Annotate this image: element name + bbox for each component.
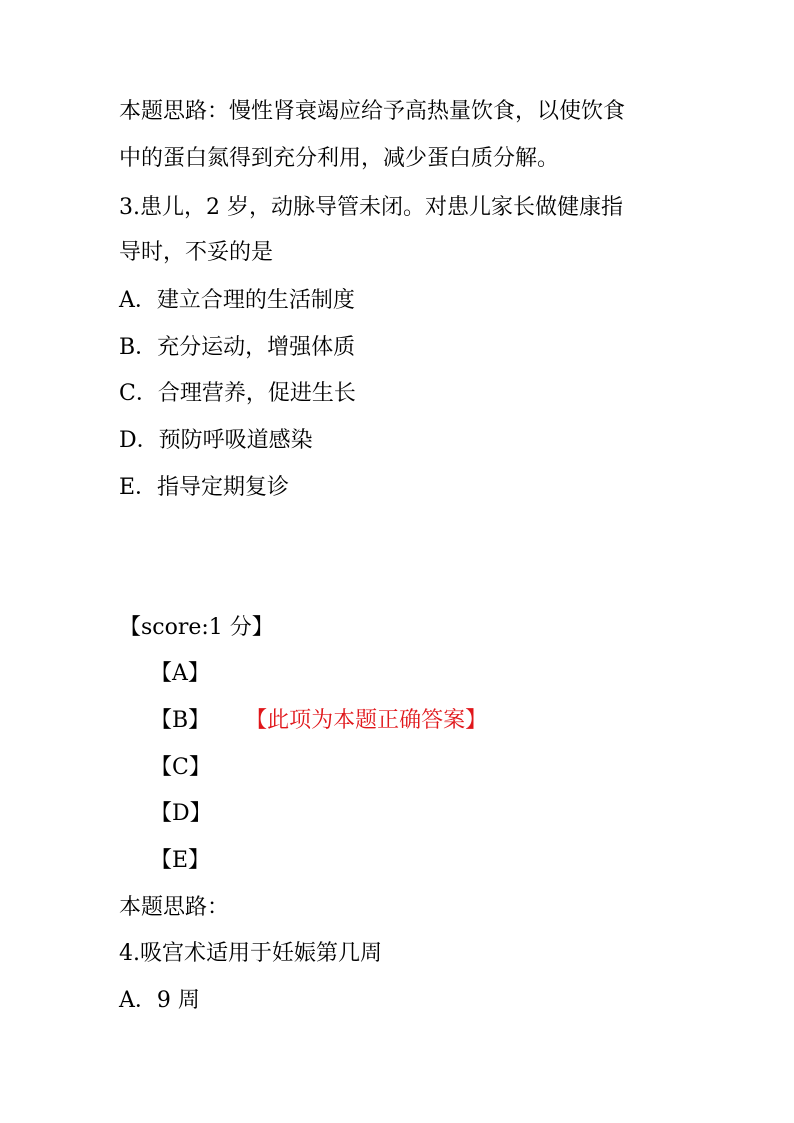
- q3-option-d: D．预防呼吸道感染: [119, 428, 313, 453]
- q2-explanation-line1: [119, 97, 625, 127]
- correct-answer-tag: 【此项为本题正确答案】: [256, 708, 488, 733]
- q3-stem-line1: 3.患儿，2 岁，动脉导管未闭。对患儿家长做健康指: [119, 195, 623, 220]
- q3-score: 【score:1 分】: [119, 615, 274, 640]
- q3-choice-b: 【B】: [150, 708, 211, 733]
- q3-stem-line2: 导时，不妥的是: [119, 240, 274, 265]
- q3-explanation-label: 本题思路：: [119, 895, 230, 920]
- q2-explanation-label: 本题思路：: [119, 99, 230, 124]
- q3-choice-e: 【E】: [150, 848, 211, 873]
- q2-explanation-text: 慢性肾衰竭应给予高热量饮食，以使饮食: [229, 99, 626, 124]
- q4-stem: 4.吸宫术适用于妊娠第几周: [119, 941, 382, 966]
- q2-explanation-line2: 中的蛋白氮得到充分利用，减少蛋白质分解。: [119, 146, 560, 171]
- q3-option-e: E．指导定期复诊: [119, 475, 290, 500]
- q3-choice-c: 【C】: [150, 755, 211, 780]
- q3-option-a: A．建立合理的生活制度: [119, 288, 355, 313]
- q3-choice-a: 【A】: [150, 661, 210, 686]
- q3-choice-b-row: [150, 706, 487, 736]
- q4-option-a: A．9 周: [119, 988, 200, 1013]
- q3-choice-d: 【D】: [150, 801, 212, 826]
- q3-option-b: B．充分运动，增强体质: [119, 335, 356, 360]
- q3-option-c: C．合理营养，促进生长: [119, 381, 356, 406]
